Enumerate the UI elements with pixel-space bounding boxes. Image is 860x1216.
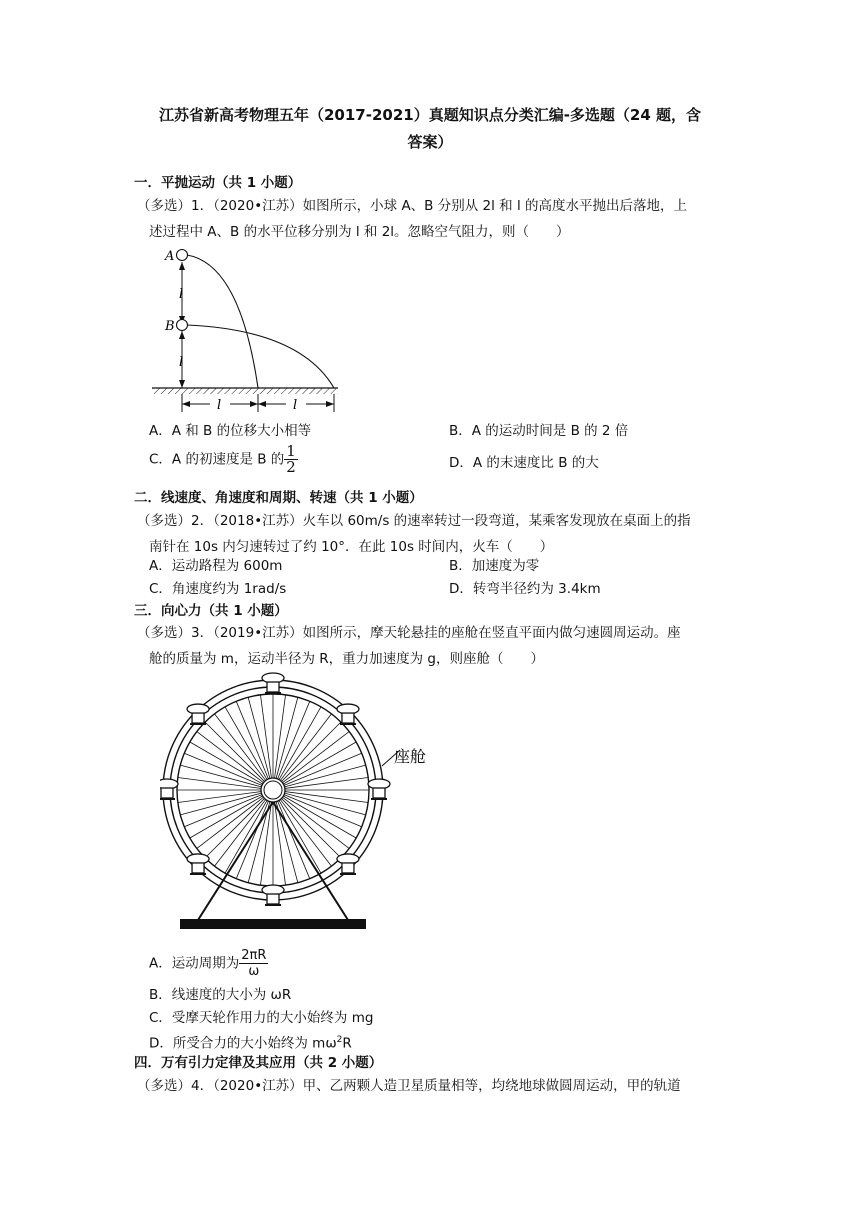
document-title (120, 102, 740, 156)
q2-option-a: A．运动路程为 600m (149, 558, 283, 574)
spoke (205, 722, 266, 783)
q2-option-b: B．加速度为零 (449, 558, 540, 574)
label-width-2: l (293, 398, 298, 413)
q3-option-a-text: A．运动周期为 (149, 955, 240, 972)
wheel-base (180, 919, 366, 929)
spoke (260, 695, 271, 780)
label-width-1: l (217, 398, 222, 413)
q1-option-c-text: C．A 的初速度是 B 的 (149, 451, 285, 468)
spoke (283, 777, 368, 788)
q1-option-d: D．A 的末速度比 B 的大 (449, 455, 599, 471)
title-line-1: 江苏省新高考物理五年（2017-2021）真题知识点分类汇编-多选题（24 题，含 (158, 106, 702, 124)
section-heading-3: 三．向心力（共 1 小题） (134, 603, 288, 619)
q3-option-d (149, 1030, 352, 1054)
question-2-stem (137, 508, 737, 560)
spoke (283, 791, 368, 802)
ball-b (177, 320, 188, 331)
spoke (280, 722, 341, 783)
question-1-line-2: 述过程中 A、B 的水平位移分别为 l 和 2l。忽略空气阻力，则（ ） (149, 224, 570, 240)
spoke (178, 791, 263, 802)
q2-option-d: D．转弯半径约为 3.4km (449, 581, 601, 597)
question-2-line-2: 南针在 10s 内匀速转过了约 10°．在此 10s 时间内，火车（ ） (149, 539, 554, 555)
section-heading-1: 一．平抛运动（共 1 小题） (134, 175, 302, 191)
cabin-label: 座舱 (394, 747, 427, 766)
label-height-2: l (179, 355, 184, 370)
label-b: B (165, 319, 175, 334)
fraction-numerator: 1 (286, 442, 296, 460)
ferris-wheel-figure (160, 670, 430, 942)
q2-option-c: C．角速度约为 1rad/s (149, 581, 287, 597)
section-heading-4: 四．万有引力定律及其应用（共 2 小题） (134, 1055, 383, 1071)
q3-option-d-suffix: R (342, 1035, 352, 1052)
trajectory-a (187, 255, 258, 388)
question-4-stem (137, 1073, 737, 1099)
q3-option-d-text: D．所受合力的大小始终为 mω (149, 1035, 337, 1052)
question-3-stem (137, 620, 737, 672)
cabin (262, 885, 284, 905)
label-height-1: l (179, 287, 184, 302)
q3-option-a (149, 948, 268, 979)
fraction-denominator: ω (248, 964, 260, 979)
question-1-stem (137, 193, 737, 245)
fraction-denominator: 2 (286, 458, 296, 476)
wheel-hub-inner (264, 781, 282, 799)
arrow-up-icon (179, 262, 185, 270)
fraction-numerator: 2πR (241, 948, 267, 963)
question-4-line-1: （多选）4．（2020•江苏）甲、乙两颗人造卫星质量相等，均绕地球做圆周运动，甲的轨道 (137, 1078, 681, 1094)
cabin (337, 854, 359, 874)
cabin (368, 779, 390, 799)
projectile-figure (150, 242, 350, 417)
cabin (187, 854, 209, 874)
question-3-line-1: （多选）3．（2019•江苏）如图所示，摩天轮悬挂的座舱在竖直平面内做匀速圆周运动。座 (137, 625, 681, 641)
q3-option-b: B．线速度的大小为 ωR (149, 987, 292, 1003)
q1-option-c (149, 444, 298, 475)
q3-option-c: C．受摩天轮作用力的大小始终为 mg (149, 1010, 374, 1026)
fraction-period (239, 948, 268, 979)
spoke (178, 777, 263, 788)
cabin (262, 673, 284, 693)
trajectory-b (187, 325, 334, 388)
question-1-line-1: （多选）1．（2020•江苏）如图所示，小球 A、B 分别从 2l 和 l 的高度水平抛出后落地，上 (137, 198, 687, 214)
arrow-down-icon (179, 380, 185, 388)
cabin (160, 779, 178, 799)
arrow-up-icon (179, 331, 185, 339)
fraction-one-half (284, 444, 298, 475)
superscript: 2 (336, 1035, 343, 1045)
q1-option-b: B．A 的运动时间是 B 的 2 倍 (449, 423, 629, 439)
spoke (274, 695, 285, 780)
question-2-line-1: （多选）2．（2018•江苏）火车以 60m/s 的速率转过一段弯道，某乘客发现放在桌面上的指 (137, 513, 691, 529)
question-3-line-2: 舱的质量为 m，运动半径为 R，重力加速度为 g，则座舱（ ） (149, 651, 544, 667)
ground-hatch (152, 388, 338, 394)
label-a: A (165, 249, 175, 264)
section-heading-2: 二．线速度、角速度和周期、转速（共 1 小题） (134, 490, 423, 506)
ball-a (177, 250, 188, 261)
q1-option-a: A．A 和 B 的位移大小相等 (149, 423, 312, 439)
title-line-2: 答案） (407, 133, 453, 151)
